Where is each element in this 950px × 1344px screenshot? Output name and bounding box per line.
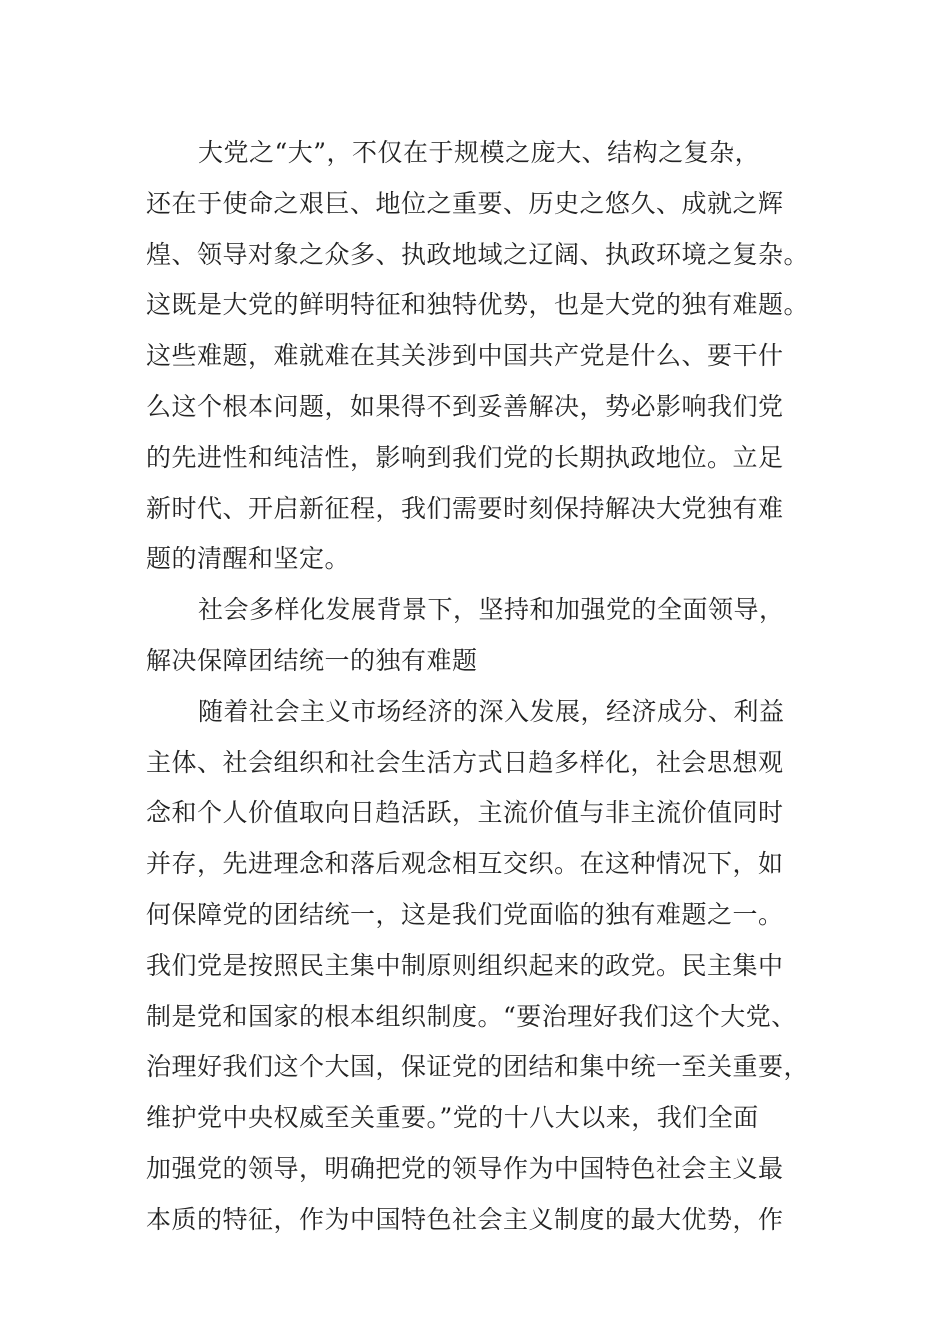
text-line: 新时代、开启新征程，我们需要时刻保持解决大党独有难 (146, 493, 784, 523)
text-line: 我们党是按照民主集中制原则组织起来的政党。民主集中 (146, 950, 784, 980)
text-line: 制是党和国家的根本组织制度。“要治理好我们这个大党、 (146, 1001, 797, 1031)
text-line: 这些难题，难就难在其关涉到中国共产党是什么、要干什 (146, 341, 784, 371)
text-line: 并存，先进理念和落后观念相互交织。在这种情况下，如 (146, 849, 784, 879)
text-line: 题的清醒和坚定。 (146, 544, 351, 574)
text-line: 主体、社会组织和社会生活方式日趋多样化，社会思想观 (146, 747, 784, 777)
paragraph-intro (146, 128, 810, 585)
heading-line: 解决保障团结统一的独有难题 (146, 645, 478, 675)
text-line: 大党之“大”，不仅在于规模之庞大、结构之复杂， (198, 138, 761, 167)
text-line: 么这个根本问题，如果得不到妥善解决，势必影响我们党 (146, 391, 784, 421)
text-line: 煌、领导对象之众多、执政地域之辽阔、执政环境之复杂。 (146, 239, 810, 269)
text-line: 还在于使命之艰巨、地位之重要、历史之悠久、成就之辉 (146, 188, 784, 218)
text-line: 本质的特征，作为中国特色社会主义制度的最大优势，作 (146, 1204, 784, 1234)
text-line: 维护党中央权威至关重要。”党的十八大以来，我们全面 (146, 1103, 759, 1133)
heading-line: 社会多样化发展背景下，坚持和加强党的全面领导， (198, 595, 785, 625)
text-line: 随着社会主义市场经济的深入发展，经济成分、利益 (198, 696, 785, 726)
paragraph-unity (146, 687, 810, 1246)
document-body (146, 128, 810, 1246)
section-heading (146, 585, 806, 687)
text-line: 何保障党的团结统一，这是我们党面临的独有难题之一。 (146, 899, 784, 929)
text-line: 加强党的领导，明确把党的领导作为中国特色社会主义最 (146, 1153, 784, 1183)
text-line: 念和个人价值取向日趋活跃，主流价值与非主流价值同时 (146, 798, 784, 828)
text-line: 这既是大党的鲜明特征和独特优势，也是大党的独有难题。 (146, 290, 810, 320)
text-line: 的先进性和纯洁性，影响到我们党的长期执政地位。立足 (146, 442, 784, 472)
text-line: 治理好我们这个大国，保证党的团结和集中统一至关重要， (146, 1052, 810, 1082)
